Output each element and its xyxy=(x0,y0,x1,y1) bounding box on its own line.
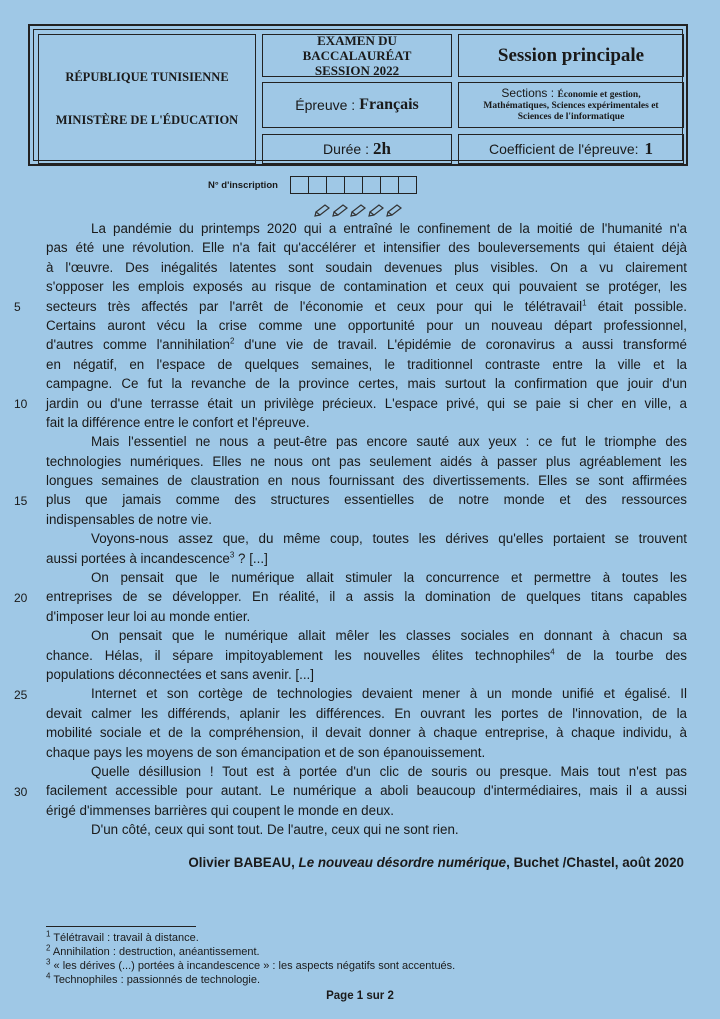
epreuve-value: Français xyxy=(359,96,419,113)
inscription-label: N° d'inscription xyxy=(208,179,278,191)
republic-label: RÉPUBLIQUE TUNISIENNE xyxy=(65,70,229,84)
text-line: D'un côté, ceux qui sont tout. De l'autre, ceux qui ne sont rien. xyxy=(91,822,459,838)
text-line: plus que jamais comme des structures essentielles de notre monde et des ressources xyxy=(46,492,687,508)
article-text xyxy=(46,219,687,840)
text-line xyxy=(46,549,687,568)
source-title: Le nouveau désordre numérique xyxy=(298,855,507,870)
footnote-number: 2 xyxy=(46,943,51,953)
footnote xyxy=(46,959,455,973)
sections-label: Sections : xyxy=(501,86,555,100)
source-publisher: , Buchet /Chastel, août 2020 xyxy=(506,855,684,870)
text-segment: de la tourbe des xyxy=(554,647,687,663)
footnote-text: Technophiles : passionnés de technologie. xyxy=(53,974,261,986)
duration-label: Durée : xyxy=(323,141,369,157)
text-line: pas été une révolution. Elle n'a fait qu'accélérer et intensifier des bouleversements qui étaient déjà xyxy=(46,240,687,256)
text-line: Quelle désillusion ! Tout est à portée d'un clic de souris ou presque. Mais tout n'est pas xyxy=(91,763,687,779)
text-line xyxy=(46,646,687,665)
text-line: campagne. Ce fut la revanche de la province certes, mais surtout la confirmation que jouir d'un xyxy=(46,376,687,392)
text-line: s'opposer les emplois exposés au risque de contamination et ceux qui pouvaient se protéger, les xyxy=(46,279,687,295)
inscription-box[interactable] xyxy=(291,177,309,193)
exam-header xyxy=(28,24,688,166)
text-line: On pensait que le numérique allait stimuler la concurrence et permettre à toutes les xyxy=(91,570,687,586)
inscription-boxes[interactable] xyxy=(290,176,417,194)
source-author: Olivier BABEAU, xyxy=(188,855,295,870)
text-line: longues semaines de claustration en nous fournissant des divertissements. Elles se sont affirmées xyxy=(46,473,687,489)
footnote xyxy=(46,973,455,987)
coefficient-cell xyxy=(458,134,684,164)
sections-line2: Mathématiques, Sciences expérimentales et xyxy=(483,101,659,111)
coefficient-value: 1 xyxy=(644,139,653,158)
duration-cell xyxy=(262,134,452,164)
footnote xyxy=(46,931,455,945)
text-line: La pandémie du printemps 2020 qui a entraîné le confinement de la moitié de l'humanité n'a xyxy=(91,221,687,236)
text-line: On pensait que le numérique allait mêler les classes sociales en donnant à chacun sa xyxy=(91,628,687,644)
inscription-box[interactable] xyxy=(309,177,327,193)
text-line: érigé d'immenses barrières qui coupent le monde en deux. xyxy=(46,802,394,818)
footnote-number: 4 xyxy=(46,971,51,981)
footnote-text: Annihilation : destruction, anéantissement. xyxy=(52,946,260,958)
footnote-number: 3 xyxy=(46,957,51,967)
session-type: Session principale xyxy=(458,34,684,77)
sections-line1: Économie et gestion, xyxy=(557,90,641,100)
source-citation xyxy=(188,855,684,870)
footnote xyxy=(46,945,455,959)
footnote-separator xyxy=(46,926,196,927)
inscription-box[interactable] xyxy=(381,177,399,193)
line-number: 20 xyxy=(14,591,28,605)
ministry-label: MINISTÈRE DE L'ÉDUCATION xyxy=(55,113,239,127)
text-line: mobilité sociale et de la compréhension, il devait donner à chaque entreprise, à chaque individu, à xyxy=(46,725,687,741)
coefficient-label: Coefficient de l'épreuve: xyxy=(488,141,639,157)
text-line xyxy=(46,297,687,316)
inscription-box[interactable] xyxy=(363,177,381,193)
inscription-field xyxy=(208,176,417,194)
text-line: jardin ou d'une terrasse était un privilège précieux. L'espace privé, qui se paie si cher en ville, a xyxy=(46,395,687,411)
line-number: 25 xyxy=(14,688,28,702)
exam-header-inner xyxy=(33,29,683,161)
text-line: d'imposer leur loi au monde entier. xyxy=(46,608,251,624)
text-segment: ? [...] xyxy=(234,550,268,566)
exam-title: EXAMEN DU BACCALAURÉAT xyxy=(302,33,412,63)
line-number: 5 xyxy=(14,300,21,314)
line-number: 15 xyxy=(14,494,28,508)
sections-cell xyxy=(458,82,684,128)
ministry-block xyxy=(38,34,256,164)
text-line: fait la différence entre le confort et l'épreuve. xyxy=(46,414,310,430)
footnote-ref: 1 xyxy=(582,298,587,308)
inscription-box[interactable] xyxy=(399,177,416,193)
text-line: facilement accessible pour autant. Le numérique a aboli beaucoup d'intermédiaires, mais il a aussi xyxy=(46,783,687,799)
text-segment: secteurs très affectés par l'arrêt de l'économie et ceux pour qui le télétravail xyxy=(46,298,583,314)
text-line: technologies numériques. Elles ne nous ont pas seulement aidés à passer plus agréablement les xyxy=(46,453,687,469)
text-line: indispensables de notre vie. xyxy=(46,511,213,527)
footnote-ref: 4 xyxy=(550,647,555,657)
line-number: 10 xyxy=(14,397,28,411)
text-line: Mais l'essentiel ne nous a peut-être pas encore sauté aux yeux : ce fut le triomphe des xyxy=(91,434,687,450)
pencil-ornament-icon xyxy=(314,201,404,217)
text-line: Internet et son cortège de technologies devaient mener à un monde unifié et égalisé. Il xyxy=(91,686,687,702)
inscription-box[interactable] xyxy=(345,177,363,193)
exam-session-year: SESSION 2022 xyxy=(314,63,400,78)
text-line: Voyons-nous assez que, du même coup, toutes les dérives qu'elles portaient se trouvent xyxy=(91,531,687,547)
text-segment: aussi portées à incandescence xyxy=(46,550,230,566)
footnotes xyxy=(46,931,455,987)
duration-value: 2h xyxy=(372,139,391,158)
footnote-text: Télétravail : travail à distance. xyxy=(53,932,199,944)
text-segment: d'autres comme l'annihilation xyxy=(46,337,230,353)
text-segment: chance. Hélas, il sépare impitoyablement les nouvelles élites technophiles xyxy=(46,647,551,663)
text-segment: d'une vie de travail. L'épidémie de coronavirus a aussi transformé xyxy=(234,337,687,353)
inscription-box[interactable] xyxy=(327,177,345,193)
footnote-text: « les dérives (...) portées à incandescence » : les aspects négatifs sont accentués. xyxy=(53,960,456,972)
epreuve-cell xyxy=(262,82,452,128)
footnote-number: 1 xyxy=(46,929,51,939)
text-line: populations déconnectées et sans avenir. [...] xyxy=(46,666,314,682)
text-line: en négatif, en l'espace de quelques semaines, le traditionnel contraste entre la ville et la xyxy=(46,356,687,372)
text-line: Certains auront vécu la crise comme une opportunité pour un nouveau départ professionnel, xyxy=(46,317,687,333)
text-segment: était possible. xyxy=(586,298,687,314)
page-number: Page 1 sur 2 xyxy=(326,990,394,1002)
exam-title-cell xyxy=(262,34,452,77)
line-number: 30 xyxy=(14,785,28,799)
text-line: entreprises de se développer. En réalité, il a assis la domination de quelques titans capables xyxy=(46,589,687,605)
text-line: à l'œuvre. Des inégalités latentes sont soudain devenues plus visibles. On a vu clairement xyxy=(46,259,687,275)
sections-line3: Sciences de l'informatique xyxy=(517,112,625,122)
text-line xyxy=(46,335,687,354)
text-line: devait calmer les différends, aplanir les différences. En ouvrant les portes de l'innovation, de la xyxy=(46,705,687,721)
footnote-ref: 2 xyxy=(229,336,235,346)
footnote-ref: 3 xyxy=(229,550,235,560)
epreuve-label: Épreuve : xyxy=(295,97,356,113)
text-line: chaque pays les moyens de son émancipation et de son épanouissement. xyxy=(46,744,486,760)
